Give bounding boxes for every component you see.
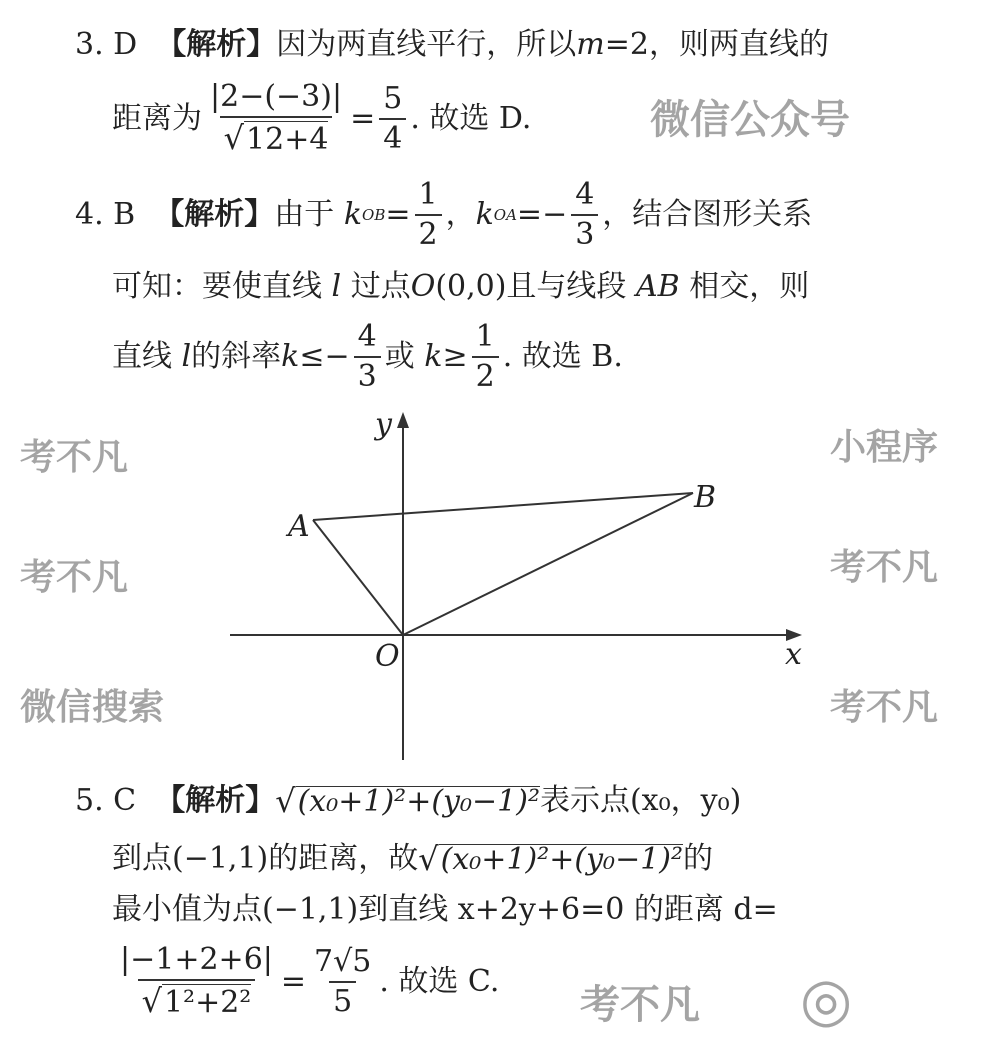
text: 因为两直线平行，所以 [276,27,577,62]
q5-line4 [112,942,500,1020]
q5-line1 [75,782,742,820]
numerator: 1 [418,177,438,212]
text: . 故选 C. [379,963,500,999]
equals: = [516,197,543,232]
var-l: l [331,269,342,304]
watermark: 考不凡 [830,547,939,588]
numerator: 5 [383,80,403,116]
numerator: 4 [575,177,595,212]
text: 相交，则 [689,269,810,304]
result-fraction [310,943,375,1019]
text: ，结合图形关系 [602,197,813,232]
watermark: 小程序 [830,427,939,468]
text: 表示点(x₀，y₀) [539,783,742,818]
text: =2，则两直线的 [604,27,829,62]
equals: = [350,100,376,136]
var-m: m [576,27,605,62]
answer-number: 4. B [75,197,136,232]
y-label: y [375,407,392,442]
point-A-label: A [288,509,310,544]
segment-OA [313,520,403,635]
watermark: 考不凡 [20,437,129,478]
denominator: 4 [379,118,406,154]
numerator: 4 [357,319,377,354]
text: 到点(−1,1)的距离，故 [112,841,419,876]
origin-label: O [375,639,400,674]
text: 直线 [112,339,172,374]
watermark: 微信公众号 [650,97,850,143]
distance-fraction [116,942,277,1020]
text: 最小值为点(−1,1)到直线 x+2y+6=0 的距离 d= [112,892,778,927]
analysis-tag: 【解析】 [155,783,276,818]
equals: = [385,197,411,232]
q5-line3 [112,892,778,927]
subscript: OA [493,205,517,224]
var-k: k [281,339,300,374]
denominator: 2 [415,214,442,250]
var-l: l [181,339,192,374]
watermark: 考不凡 [20,557,129,598]
var-k: k [424,339,443,374]
subscript: OB [362,205,386,224]
text: . 故选 D. [410,100,532,136]
numerator: |−1+2+6| [120,942,273,977]
text: ， [445,197,476,232]
text: (0,0)且与线段 [435,269,627,304]
denominator: √1²+2² [138,979,256,1018]
answer-number: 5. C [75,783,137,818]
x-label: x [785,637,802,672]
sqrt-sign: √ [418,840,439,878]
numerator: |2−(−3)| [210,79,343,114]
denominator: √12+4 [220,116,333,155]
numerator: 7√5 [314,943,372,979]
text: 由于 [274,197,335,232]
sqrt-sign: √ [275,782,296,820]
minus: − [542,197,568,232]
point-B-label: B [694,480,717,515]
watermark: 考不凡 [830,687,939,728]
segment-OB [403,493,693,635]
radicand: 1²+2² [163,985,252,1020]
denominator: 3 [354,356,381,392]
var-AB: AB [635,269,680,304]
text: 过点 [350,269,411,304]
segment-AB [313,493,693,520]
denominator: 3 [571,214,598,250]
text: . 故选 B. [502,339,623,374]
var-O: O [410,269,436,304]
numerator: 1 [475,319,495,354]
text: 可知：要使直线 [112,269,322,304]
answer-number: 3. D [75,27,138,62]
text: 或 [384,339,415,374]
text: ≤− [299,339,350,374]
denominator: 5 [329,981,356,1017]
denominator: 2 [472,356,499,392]
analysis-tag: 【解析】 [156,27,277,62]
text: 的 [683,841,714,876]
radicand: (x₀+1)²+(y₀−1)² [440,841,684,877]
watermark: 考不凡 [580,982,700,1028]
var-k: k [475,197,494,232]
wechat-logo-watermark: ◎ [800,965,853,1035]
equals: = [280,963,307,999]
text: 距离为 [112,100,202,136]
text: 的斜率 [191,339,282,374]
q5-line2 [112,840,714,878]
y-axis-arrow [397,412,409,428]
watermark: 微信搜索 [20,687,165,728]
var-k: k [343,197,363,232]
analysis-tag: 【解析】 [154,197,275,232]
text: ≥ [442,339,468,374]
radicand: (x₀+1)²+(y₀−1)² [297,783,540,819]
radicand: 12+4 [246,122,329,157]
